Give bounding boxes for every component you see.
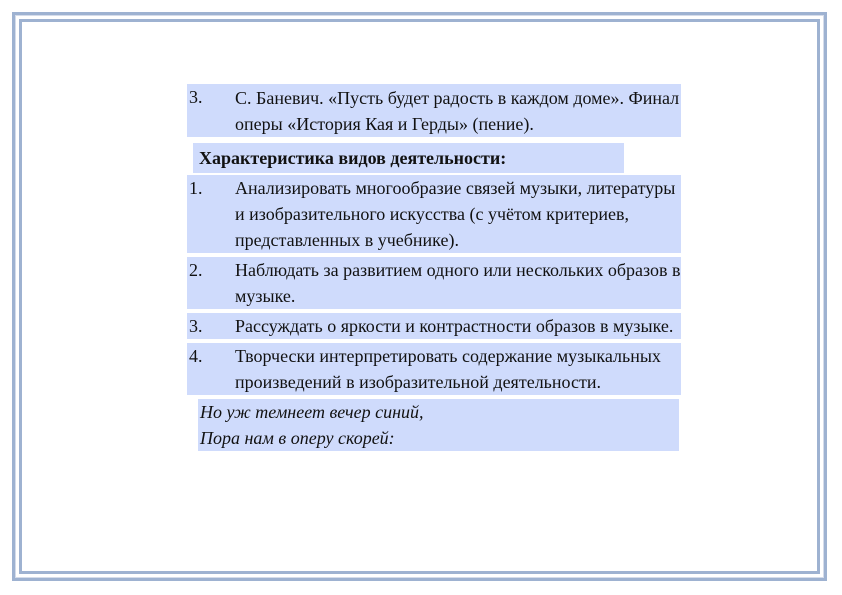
intro-list-item: [187, 84, 681, 137]
poem-line: Но уж темнеет вечер синий,: [200, 402, 424, 422]
list-number: 2.: [189, 260, 203, 280]
activities-list: [187, 175, 681, 395]
activities-heading: [193, 143, 681, 173]
list-number: 3.: [189, 87, 203, 107]
list-number: 1.: [189, 178, 203, 198]
list-item-text: С. Баневич. «Пусть будет радость в каждом доме». Финал оперы «История Кая и Герды» (пение).: [235, 88, 680, 134]
list-item: [187, 175, 681, 253]
list-item-text: Рассуждать о яркости и контрастности образов в музыке.: [235, 316, 674, 336]
list-item-text: Анализировать многообразие связей музыки, литературы и изобразительного искусства (с учётом критериев, представленных в учебнике).: [235, 178, 676, 250]
heading-text: Характеристика видов деятельности:: [193, 143, 624, 173]
lesson-text-block: [187, 84, 681, 451]
list-item-text: Творчески интерпретировать содержание музыкальных произведений в изобразительной деятельности.: [235, 346, 661, 392]
poem-excerpt: [198, 399, 679, 451]
list-item-text: Наблюдать за развитием одного или нескольких образов в музыке.: [235, 260, 681, 306]
list-item: [187, 257, 681, 309]
list-item: [187, 313, 681, 339]
list-number: 4.: [189, 346, 203, 366]
list-number: 3.: [189, 316, 203, 336]
poem-line: Пора нам в оперу скорей:: [200, 428, 395, 448]
list-item: [187, 343, 681, 395]
